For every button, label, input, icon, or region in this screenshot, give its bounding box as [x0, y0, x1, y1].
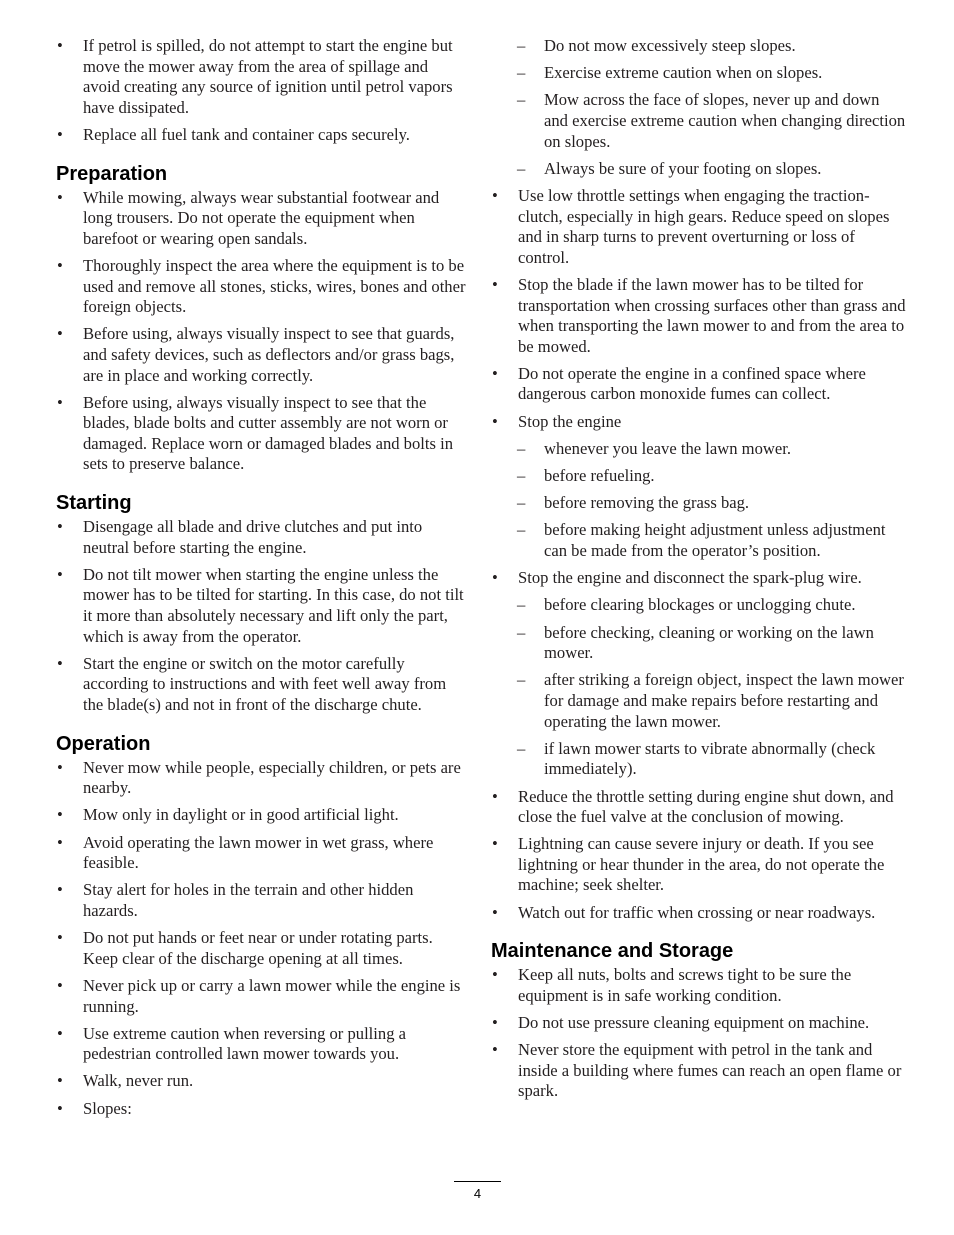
bullet-list-item [56, 833, 466, 874]
list-item-text: Use low throttle settings when engaging the traction-clutch, especially in high gears. Reduce speed on slopes and in sharp turns to prevent overturning or loss of control. [518, 185, 890, 267]
section-heading-starting: Starting [56, 492, 132, 515]
dash-marker: – [517, 63, 526, 83]
bullet-marker: • [57, 757, 63, 777]
list-item-text: Stop the engine [518, 411, 622, 431]
bullet-marker: • [57, 1098, 63, 1118]
dash-marker: – [517, 493, 526, 513]
bullet-marker: • [57, 187, 63, 207]
bullet-list-item [56, 758, 466, 799]
list-item-text: before checking, cleaning or working on the lawn mower. [544, 622, 874, 663]
section-heading-operation: Operation [56, 732, 151, 755]
bullet-list-item [56, 654, 466, 716]
bullet-list-item [491, 364, 906, 405]
bullet-list-item [56, 1099, 466, 1120]
dash-marker: – [517, 738, 526, 758]
list-item-text: before making height adjustment unless adjustment can be made from the operator’s position. [544, 520, 886, 560]
list-item-text: Do not use pressure cleaning equipment on machine. [518, 1013, 870, 1033]
page-number: 4 [473, 1186, 482, 1201]
bullet-list-item [491, 1013, 906, 1034]
bullet-marker: • [492, 965, 498, 985]
bullet-marker: • [57, 124, 63, 144]
bullet-list-item [491, 1040, 906, 1102]
dash-list-item [491, 623, 906, 664]
dash-list-item [491, 739, 906, 780]
list-item-text: Before using, always visually inspect to see that the blades, blade bolts and cutter assembly are not worn or damaged. Replace worn or damaged blades and bolts in sets to preserve balance. [83, 392, 454, 474]
bullet-marker: • [57, 880, 63, 900]
left-column [56, 36, 466, 1126]
bullet-list-item [491, 903, 906, 924]
list-item-text: Before using, always visually inspect to see that guards, and safety devices, such as deflectors and/or grass bags, are in place and working correctly. [83, 324, 455, 385]
list-item-text: While mowing, always wear substantial footwear and long trousers. Do not operate the equipment when barefoot or wearing open sandals. [83, 187, 440, 248]
list-item-text: before clearing blockages or unclogging chute. [544, 595, 856, 615]
dash-marker: – [517, 520, 526, 540]
bullet-list-item [56, 256, 466, 318]
bullet-marker: • [492, 1013, 498, 1033]
bullet-list-item [56, 36, 466, 118]
list-item-text: Do not tilt mower when starting the engine unless the mower has to be tilted for starting. In this case, do not tilt it more than absolutely necessary and lift only the part, which is away from the operator. [83, 564, 464, 646]
list-item-text: Do not mow excessively steep slopes. [544, 36, 796, 55]
list-item-text: before removing the grass bag. [544, 493, 750, 513]
bullet-marker: • [57, 805, 63, 825]
bullet-marker: • [492, 185, 498, 205]
dash-marker: – [517, 90, 526, 110]
bullet-list-item [56, 1071, 466, 1092]
dash-list-item [491, 63, 906, 84]
dash-list-item [491, 466, 906, 487]
dash-list-item [491, 670, 906, 732]
dash-list-item [491, 90, 906, 152]
bullet-list-item [491, 965, 906, 1006]
list-item-text: Disengage all blade and drive clutches and put into neutral before starting the engine. [83, 517, 423, 557]
dash-marker: – [517, 158, 526, 178]
bullet-marker: • [492, 902, 498, 922]
dash-marker: – [517, 466, 526, 486]
dash-list-item [491, 595, 906, 616]
list-item-text: Use extreme caution when reversing or pulling a pedestrian controlled lawn mower towards you. [83, 1023, 407, 1064]
bullet-list-item [491, 186, 906, 268]
bullet-marker: • [57, 1023, 63, 1043]
list-item-text: Lightning can cause severe injury or death. If you see lightning or hear thunder in the area, do not operate the machine; seek shelter. [518, 834, 885, 895]
dash-list-item [491, 439, 906, 460]
bullet-marker: • [492, 568, 498, 588]
dash-marker: – [517, 670, 526, 690]
bullet-marker: • [492, 274, 498, 294]
list-item-text: Exercise extreme caution when on slopes. [544, 63, 823, 83]
bullet-marker: • [57, 975, 63, 995]
list-item-text: Walk, never run. [83, 1071, 194, 1091]
bullet-marker: • [492, 1040, 498, 1060]
bullet-list-item [56, 1024, 466, 1065]
bullet-marker: • [57, 653, 63, 673]
section-heading-maintenance-and-storage: Maintenance and Storage [491, 940, 734, 963]
bullet-list-item [56, 324, 466, 386]
list-item-text: If petrol is spilled, do not attempt to start the engine but move the mower away from the area of spillage and avoid creating any source of ignition until petrol vapors have dissipated. [83, 36, 453, 117]
bullet-marker: • [57, 36, 63, 55]
bullet-list-item [56, 928, 466, 969]
bullet-list-item [56, 880, 466, 921]
bullet-marker: • [492, 786, 498, 806]
bullet-marker: • [57, 564, 63, 584]
bullet-list-item [491, 834, 906, 896]
list-item-text: Never pick up or carry a lawn mower while the engine is running. [83, 975, 461, 1016]
bullet-list-item [56, 393, 466, 475]
list-item-text: Slopes: [83, 1098, 132, 1118]
list-item-text: Start the engine or switch on the motor carefully according to instructions and with feet well away from the blade(s) and not in front of the discharge chute. [83, 653, 447, 714]
list-item-text: Reduce the throttle setting during engine shut down, and close the fuel valve at the conclusion of mowing. [518, 786, 894, 827]
bullet-list-item [491, 787, 906, 828]
list-item-text: Watch out for traffic when crossing or near roadways. [518, 902, 876, 922]
list-item-text: Avoid operating the lawn mower in wet grass, where feasible. [83, 832, 434, 873]
page-number-rule [454, 1181, 501, 1182]
bullet-marker: • [57, 517, 63, 537]
bullet-list-item [491, 568, 906, 589]
dash-marker: – [517, 438, 526, 458]
list-item-text: Mow across the face of slopes, never up and down and exercise extreme caution when changing direction on slopes. [544, 90, 906, 151]
list-item-text: after striking a foreign object, inspect the lawn mower for damage and make repairs before restarting and operating the lawn mower. [544, 670, 904, 731]
list-item-text: whenever you leave the lawn mower. [544, 438, 791, 458]
list-item-text: Mow only in daylight or in good artificial light. [83, 805, 399, 825]
bullet-marker: • [57, 928, 63, 948]
list-item-text: Replace all fuel tank and container caps securely. [83, 124, 410, 144]
list-item-text: Never store the equipment with petrol in the tank and inside a building where fumes can reach an open flame or spark. [518, 1040, 902, 1101]
dash-marker: – [517, 36, 526, 55]
bullet-list-item [56, 976, 466, 1017]
bullet-marker: • [492, 834, 498, 854]
section-heading-preparation: Preparation [56, 162, 168, 185]
right-column [491, 36, 906, 1109]
bullet-list-item [56, 125, 466, 146]
dash-marker: – [517, 595, 526, 615]
bullet-list-item [491, 412, 906, 433]
list-item-text: Stop the engine and disconnect the spark-plug wire. [518, 568, 862, 588]
bullet-list-item [491, 275, 906, 357]
list-item-text: Stay alert for holes in the terrain and other hidden hazards. [83, 880, 414, 920]
list-item-text: if lawn mower starts to vibrate abnormally (check immediately). [544, 738, 876, 779]
dash-list-item [491, 159, 906, 180]
bullet-list-item [56, 517, 466, 558]
bullet-marker: • [57, 1071, 63, 1091]
list-item-text: Always be sure of your footing on slopes. [544, 158, 822, 178]
list-item-text: Do not operate the engine in a confined space where dangerous carbon monoxide fumes can collect. [518, 363, 866, 404]
dash-marker: – [517, 622, 526, 642]
bullet-list-item [56, 188, 466, 250]
list-item-text: before refueling. [544, 466, 655, 486]
list-item-text: Thoroughly inspect the area where the equipment is to be used and remove all stones, sticks, wires, bones and other foreign objects. [83, 255, 466, 317]
bullet-marker: • [57, 324, 63, 344]
list-item-text: Do not put hands or feet near or under rotating parts. Keep clear of the discharge opening at all times. [83, 928, 433, 968]
list-item-text: Never mow while people, especially children, or pets are nearby. [83, 757, 461, 798]
dash-list-item [491, 520, 906, 561]
dash-list-item [491, 493, 906, 514]
bullet-marker: • [57, 832, 63, 852]
bullet-list-item [56, 565, 466, 647]
list-item-text: Keep all nuts, bolts and screws tight to be sure the equipment is in safe working condition. [518, 965, 852, 1005]
bullet-marker: • [57, 392, 63, 412]
bullet-marker: • [492, 411, 498, 431]
bullet-marker: • [57, 255, 63, 275]
bullet-list-item [56, 805, 466, 826]
bullet-marker: • [492, 363, 498, 383]
dash-list-item [491, 36, 906, 57]
list-item-text: Stop the blade if the lawn mower has to be tilted for transportation when crossing surfaces other than grass and when transporting the lawn mower to and from the area to be mowed. [518, 274, 906, 356]
